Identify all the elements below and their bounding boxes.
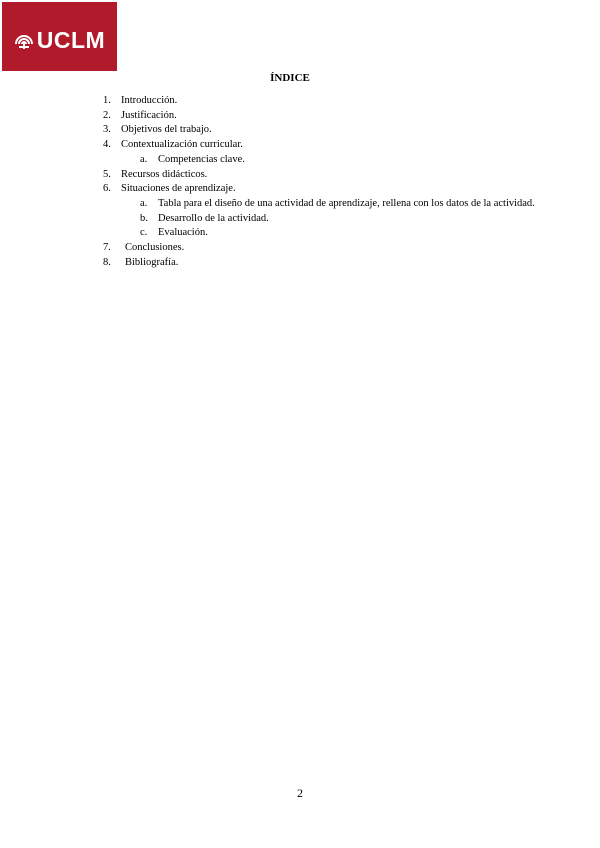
page-number: 2	[297, 786, 303, 800]
toc-subitem-letter: c.	[140, 227, 148, 239]
toc-item-number: 8.	[103, 256, 111, 268]
toc-item-situaciones[interactable]	[0, 182, 535, 197]
toc-item-label: Contextualización curricular.	[121, 139, 243, 151]
toc-item-label: Objetivos del trabajo.	[121, 124, 212, 136]
toc-item-number: 2.	[103, 109, 111, 121]
logo-text: UCLM	[36, 27, 106, 53]
toc-subitem-label: Tabla para el diseño de una actividad de aprendizaje, rellena con los datos de la actividad.	[158, 197, 535, 209]
toc-item-number: 3.	[103, 124, 111, 136]
toc-item-number: 5.	[103, 168, 111, 180]
toc-subitem-label: Competencias clave.	[158, 153, 245, 165]
toc-item-label: Situaciones de aprendizaje.	[121, 183, 236, 195]
toc-item-label: Recursos didácticos.	[121, 168, 208, 180]
toc-item-label: Conclusiones.	[125, 242, 185, 254]
toc-item-conclusiones[interactable]	[0, 241, 539, 256]
table-of-contents	[0, 94, 600, 270]
toc-item-justificacion[interactable]	[0, 109, 535, 124]
toc-item-contextualizacion[interactable]	[0, 138, 535, 153]
toc-subitem-letter: a.	[140, 153, 148, 165]
toc-item-recursos[interactable]	[0, 168, 535, 183]
toc-title: ÍNDICE	[270, 72, 310, 84]
toc-item-number: 1.	[103, 95, 111, 106]
toc-subitem-tabla[interactable]	[0, 197, 535, 212]
ucl-signal-icon	[14, 32, 34, 50]
toc-item-bibliografia[interactable]	[0, 256, 539, 271]
uclm-logo	[2, 2, 117, 71]
toc-subitem-evaluacion[interactable]	[0, 226, 535, 241]
toc-item-label: Justificación.	[121, 109, 177, 121]
toc-subitem-letter: b.	[140, 212, 148, 224]
logo-content	[14, 29, 105, 52]
toc-subitem-letter: a.	[140, 197, 148, 209]
toc-subitem-competencias[interactable]	[0, 153, 535, 168]
toc-item-number: 4.	[103, 139, 111, 151]
toc-item-introduccion[interactable]	[0, 94, 535, 109]
toc-item-label: Bibliografía.	[125, 256, 179, 268]
toc-subitem-label: Desarrollo de la actividad.	[158, 212, 269, 224]
toc-subitem-desarrollo[interactable]	[0, 212, 535, 227]
toc-item-objetivos[interactable]	[0, 123, 535, 138]
toc-item-number: 6.	[103, 183, 111, 195]
toc-item-number: 7.	[103, 242, 111, 254]
toc-subitem-label: Evaluación.	[158, 227, 208, 239]
toc-item-label: Introducción.	[121, 95, 178, 106]
